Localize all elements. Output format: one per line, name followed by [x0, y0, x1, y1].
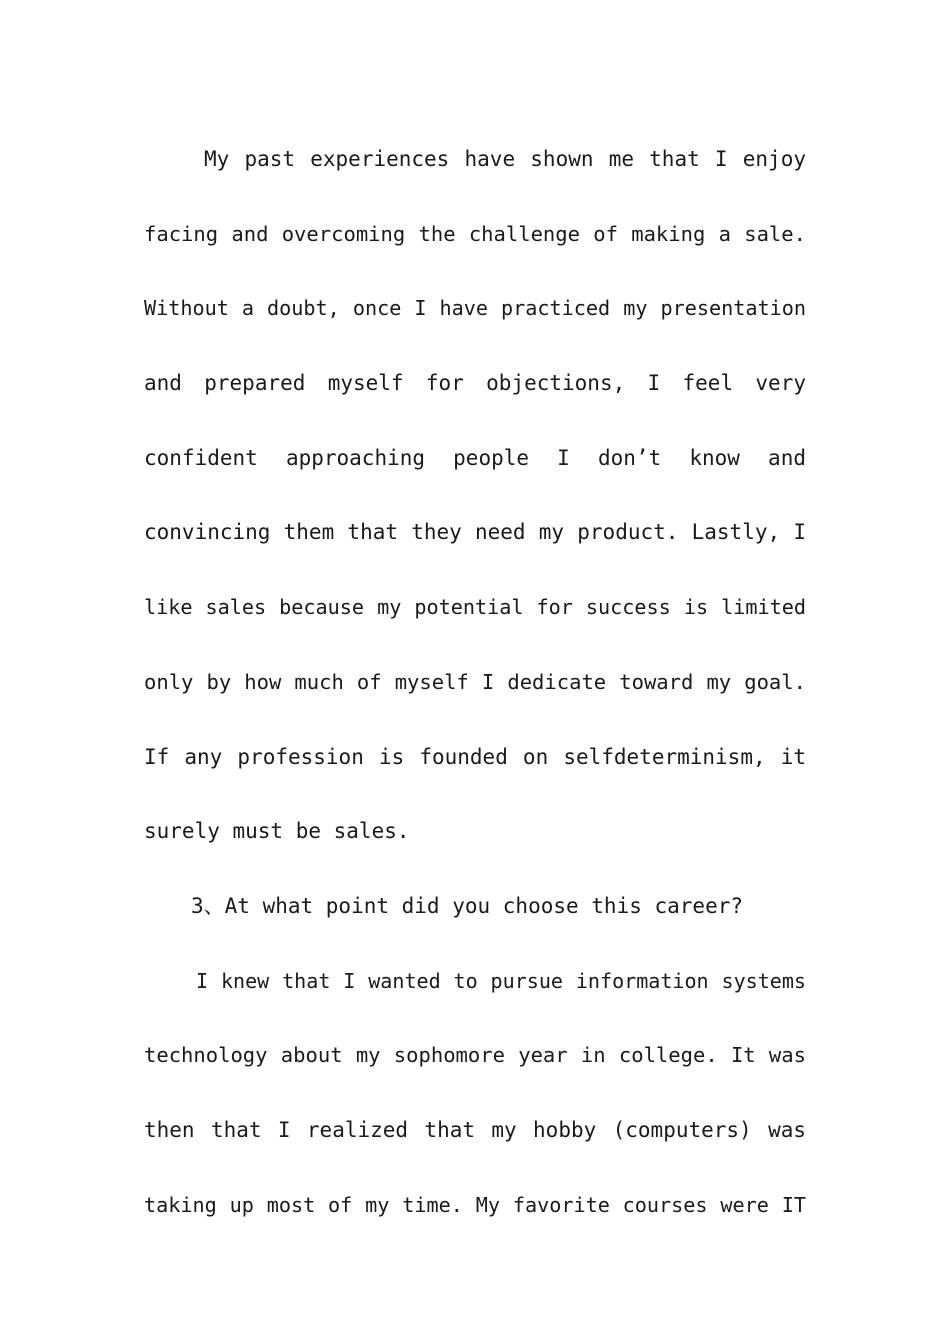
paragraph-line: only by how much of myself I dedicate toward my goal. [144, 669, 806, 694]
document-body [144, 122, 806, 1242]
paragraph-line: taking up most of my time. My favorite courses were IT [144, 1192, 806, 1217]
paragraph-line: then that I realized that my hobby (computers) was [144, 1117, 806, 1142]
paragraph-line: confident approaching people I don’t know and [144, 445, 806, 470]
paragraph-line: My past experiences have shown me that I enjoy [204, 147, 806, 171]
paragraph-line: If any profession is founded on selfdeterminism, it [144, 744, 806, 769]
section-question: 3、At what point did you choose this career? [191, 893, 744, 918]
paragraph-line: surely must be sales. [144, 819, 410, 844]
paragraph-line: facing and overcoming the challenge of making a sale. [144, 221, 806, 246]
paragraph-line: convincing them that they need my product. Lastly, I [144, 520, 806, 545]
paragraph-line: and prepared myself for objections, I feel very [144, 371, 806, 396]
paragraph-line: like sales because my potential for success is limited [144, 595, 806, 620]
paragraph-line: Without a doubt, once I have practiced my presentation [144, 296, 806, 321]
paragraph-line: I knew that I wanted to pursue information systems [196, 968, 806, 993]
paragraph-line: technology about my sophomore year in college. It was [144, 1043, 806, 1068]
